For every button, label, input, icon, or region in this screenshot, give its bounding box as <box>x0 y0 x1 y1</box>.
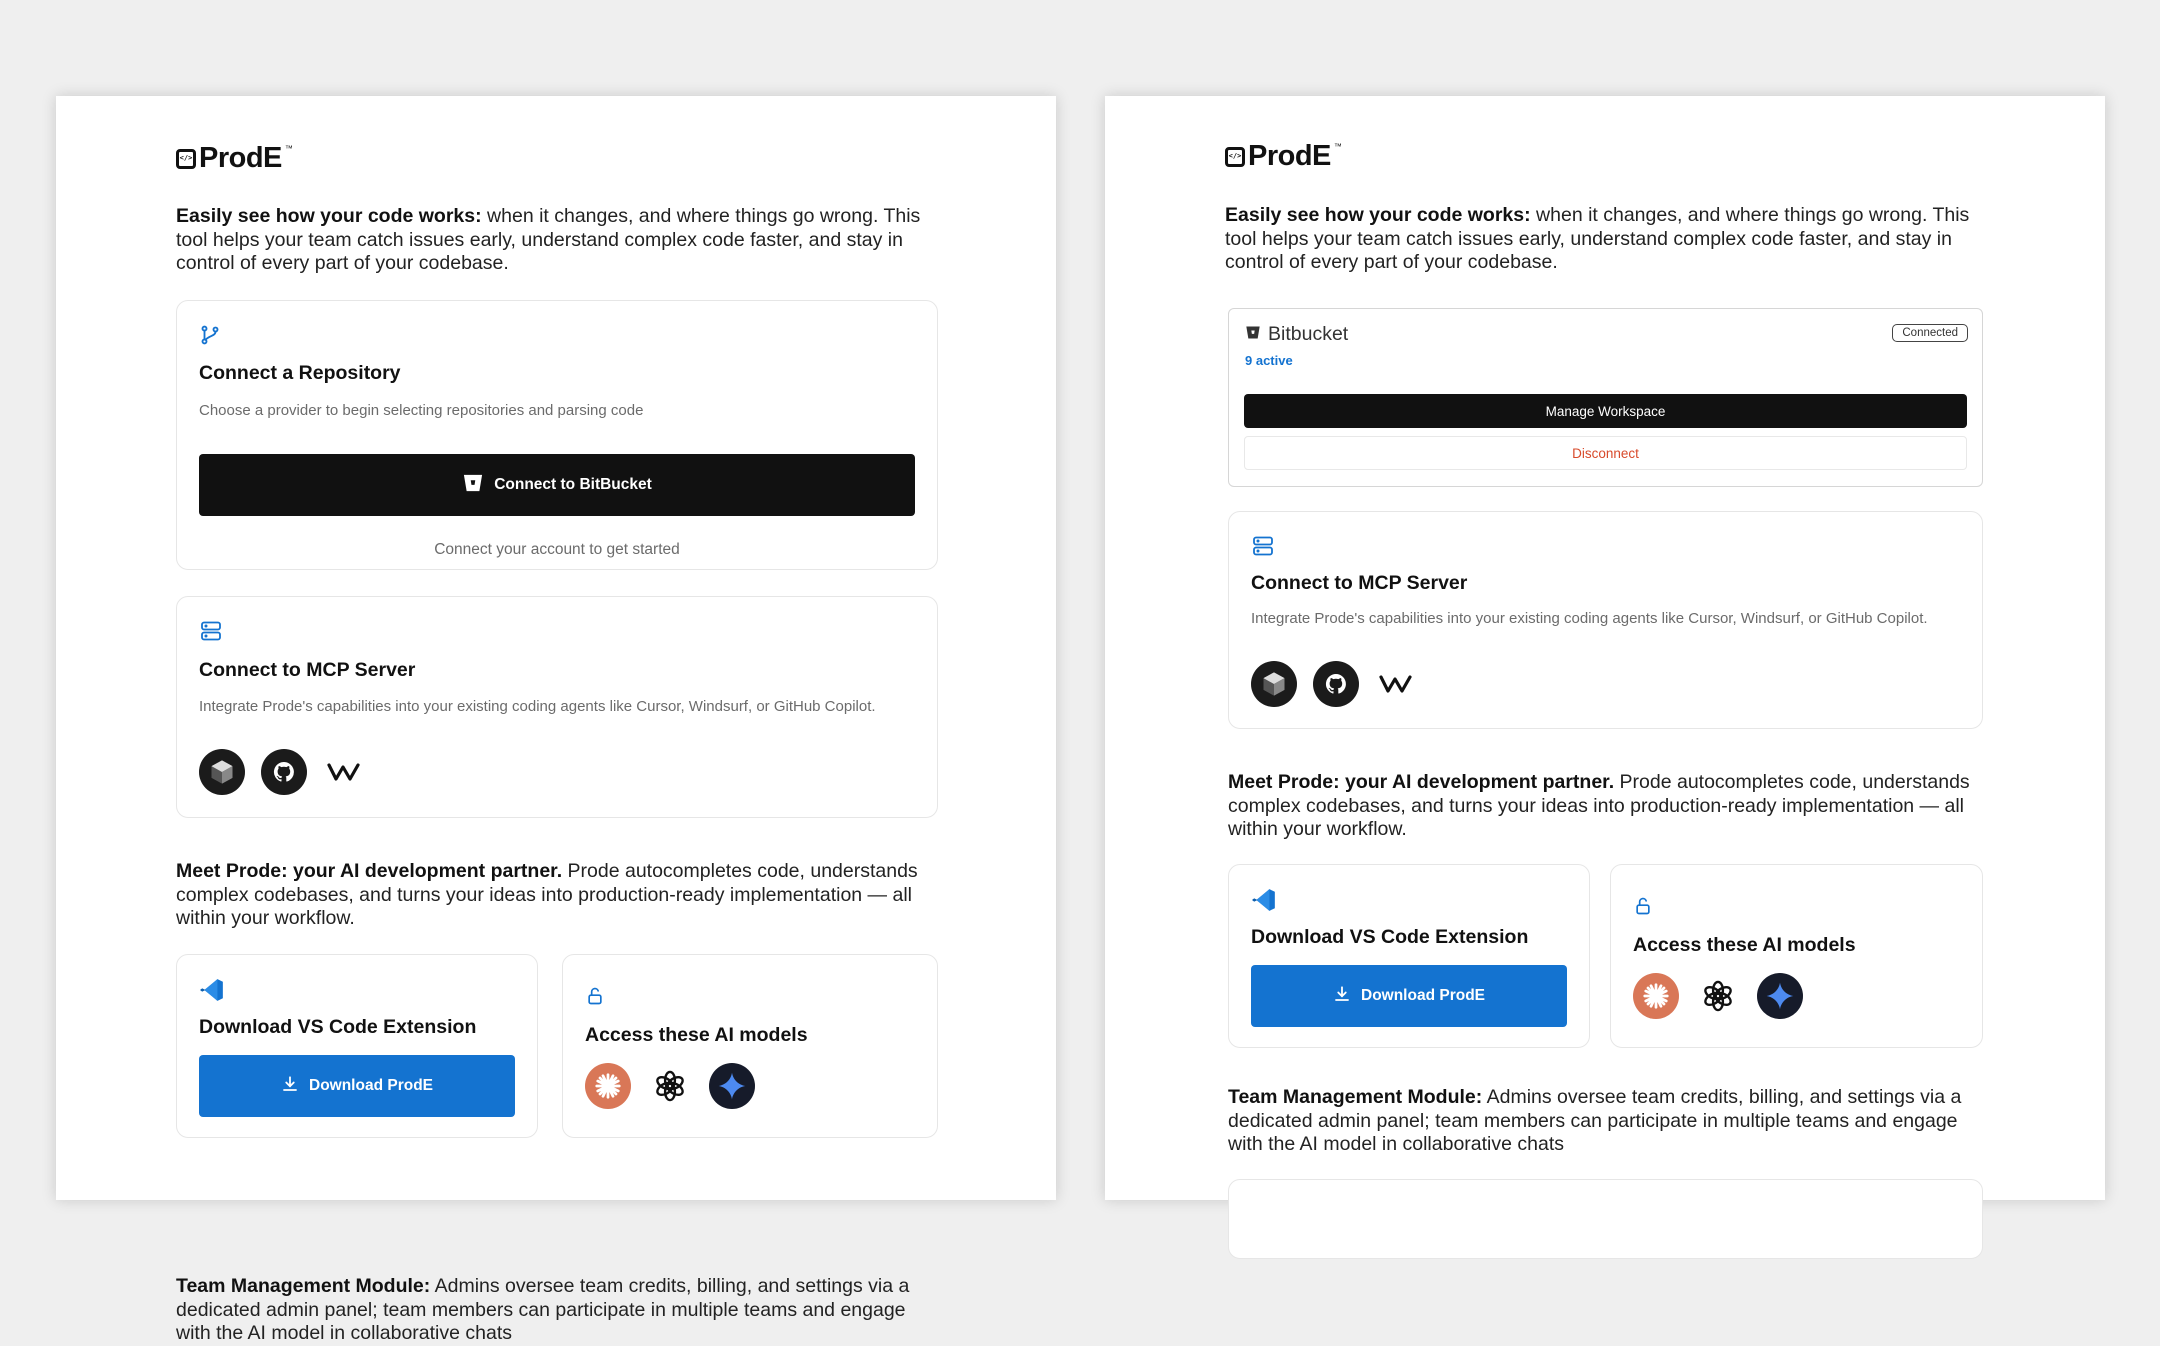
ai-models-title: Access these AI models <box>1633 934 1856 956</box>
active-count[interactable]: 9 active <box>1245 353 1293 368</box>
ai-models-card <box>562 954 938 1138</box>
brand-logo <box>1225 140 1985 173</box>
github-icon <box>1313 661 1359 707</box>
partner-paragraph <box>1228 771 1988 842</box>
brand-tm: ™ <box>284 144 293 153</box>
connect-repo-desc: Choose a provider to begin selecting repositories and parsing code <box>199 402 644 419</box>
vscode-card <box>1228 864 1590 1048</box>
gemini-icon <box>1757 973 1803 1019</box>
connect-hint: Connect your account to get started <box>434 541 680 558</box>
openai-icon <box>647 1063 693 1109</box>
claude-icon <box>585 1063 631 1109</box>
openai-icon <box>1695 973 1741 1019</box>
windsurf-icon <box>1375 661 1421 707</box>
bitbucket-connected-card <box>1228 308 1983 487</box>
download-prode-label: Download ProdE <box>309 1077 433 1094</box>
intro-body: when it changes, and where things go wrong. This tool helps your team catch issues early, understand complex code faster, and stay in control of every part of your codebase. <box>176 205 921 274</box>
brand-name: ProdE <box>199 142 282 174</box>
model-icons <box>585 1063 755 1109</box>
connect-repo-title: Connect a Repository <box>199 362 401 384</box>
code-logo-icon: </> <box>1225 147 1245 167</box>
partner-lead: Meet Prode: your AI development partner. <box>176 860 563 882</box>
intro-paragraph <box>1225 204 1985 275</box>
partner-body: Prode autocompletes code, understands complex codebases, and turns your ideas into production-ready implementation — all within your workflow. <box>1228 771 1970 840</box>
download-prode-button[interactable] <box>199 1055 515 1117</box>
bitbucket-icon <box>462 473 484 498</box>
unlock-icon <box>585 985 605 1012</box>
intro-lead: Easily see how your code works: <box>176 205 482 227</box>
panel-left <box>56 96 1056 1344</box>
intro-body: when it changes, and where things go wrong. This tool helps your team catch issues early, understand complex code faster, and stay in control of every part of your codebase. <box>1225 204 1970 273</box>
panel-right <box>1105 96 2105 1200</box>
partner-body: Prode autocompletes code, understands complex codebases, and turns your ideas into production-ready implementation — all within your workflow. <box>176 860 918 929</box>
team-card-partial <box>1228 1179 1983 1259</box>
download-icon <box>281 1075 299 1098</box>
provider-header <box>1245 323 1348 346</box>
team-body: Admins oversee team credits, billing, and settings via a dedicated admin panel; team members can participate in multiple teams and engage with the AI model in collaborative chats <box>1228 1086 1962 1155</box>
team-paragraph <box>1228 1086 1988 1157</box>
server-icon <box>1251 534 1275 563</box>
mcp-title: Connect to MCP Server <box>1251 572 1468 594</box>
vscode-title: Download VS Code Extension <box>199 1016 477 1038</box>
cursor-icon <box>1251 661 1297 707</box>
ai-models-title: Access these AI models <box>585 1024 808 1046</box>
github-icon <box>261 749 307 795</box>
team-lead: Team Management Module: <box>1228 1086 1483 1108</box>
agent-icons <box>199 749 369 795</box>
download-prode-button[interactable] <box>1251 965 1567 1027</box>
ai-models-card <box>1610 864 1983 1048</box>
mcp-server-card <box>176 596 938 818</box>
download-icon <box>1333 985 1351 1008</box>
vscode-card <box>176 954 538 1138</box>
brand-name: ProdE <box>1248 140 1331 172</box>
vscode-icon <box>199 977 225 1008</box>
brand-logo <box>176 142 936 175</box>
intro-paragraph <box>176 205 936 276</box>
connect-bitbucket-label: Connect to BitBucket <box>494 476 652 493</box>
connect-bitbucket-button[interactable] <box>199 454 915 516</box>
unlock-icon <box>1633 895 1653 922</box>
vscode-icon <box>1251 887 1277 918</box>
download-prode-label: Download ProdE <box>1361 987 1485 1004</box>
bitbucket-icon <box>1245 323 1261 346</box>
vscode-title: Download VS Code Extension <box>1251 926 1529 948</box>
provider-name: Bitbucket <box>1268 323 1349 345</box>
code-logo-icon: </> <box>176 149 196 169</box>
brand-tm: ™ <box>1333 142 1342 151</box>
gemini-icon <box>709 1063 755 1109</box>
git-branch-icon <box>199 324 221 351</box>
manage-workspace-button[interactable]: Manage Workspace <box>1244 394 1967 428</box>
partner-lead: Meet Prode: your AI development partner. <box>1228 771 1615 793</box>
windsurf-icon <box>323 749 369 795</box>
team-body: Admins oversee team credits, billing, and settings via a dedicated admin panel; team members can participate in multiple teams and engage with the AI model in collaborative chats <box>176 1275 910 1344</box>
claude-icon <box>1633 973 1679 1019</box>
mcp-desc: Integrate Prode's capabilities into your existing coding agents like Cursor, Windsurf, or GitHub Copilot. <box>1251 610 1928 627</box>
mcp-server-card <box>1228 511 1983 729</box>
connected-status-badge: Connected <box>1892 324 1968 342</box>
mcp-title: Connect to MCP Server <box>199 659 416 681</box>
connect-repo-card <box>176 300 938 570</box>
disconnect-button[interactable]: Disconnect <box>1244 436 1967 470</box>
server-icon <box>199 619 223 648</box>
model-icons <box>1633 973 1803 1019</box>
partner-paragraph <box>176 860 936 931</box>
team-paragraph <box>176 1275 936 1346</box>
agent-icons <box>1251 661 1421 707</box>
mcp-desc: Integrate Prode's capabilities into your existing coding agents like Cursor, Windsurf, or GitHub Copilot. <box>199 698 876 715</box>
intro-lead: Easily see how your code works: <box>1225 204 1531 226</box>
team-lead: Team Management Module: <box>176 1275 431 1297</box>
cursor-icon <box>199 749 245 795</box>
